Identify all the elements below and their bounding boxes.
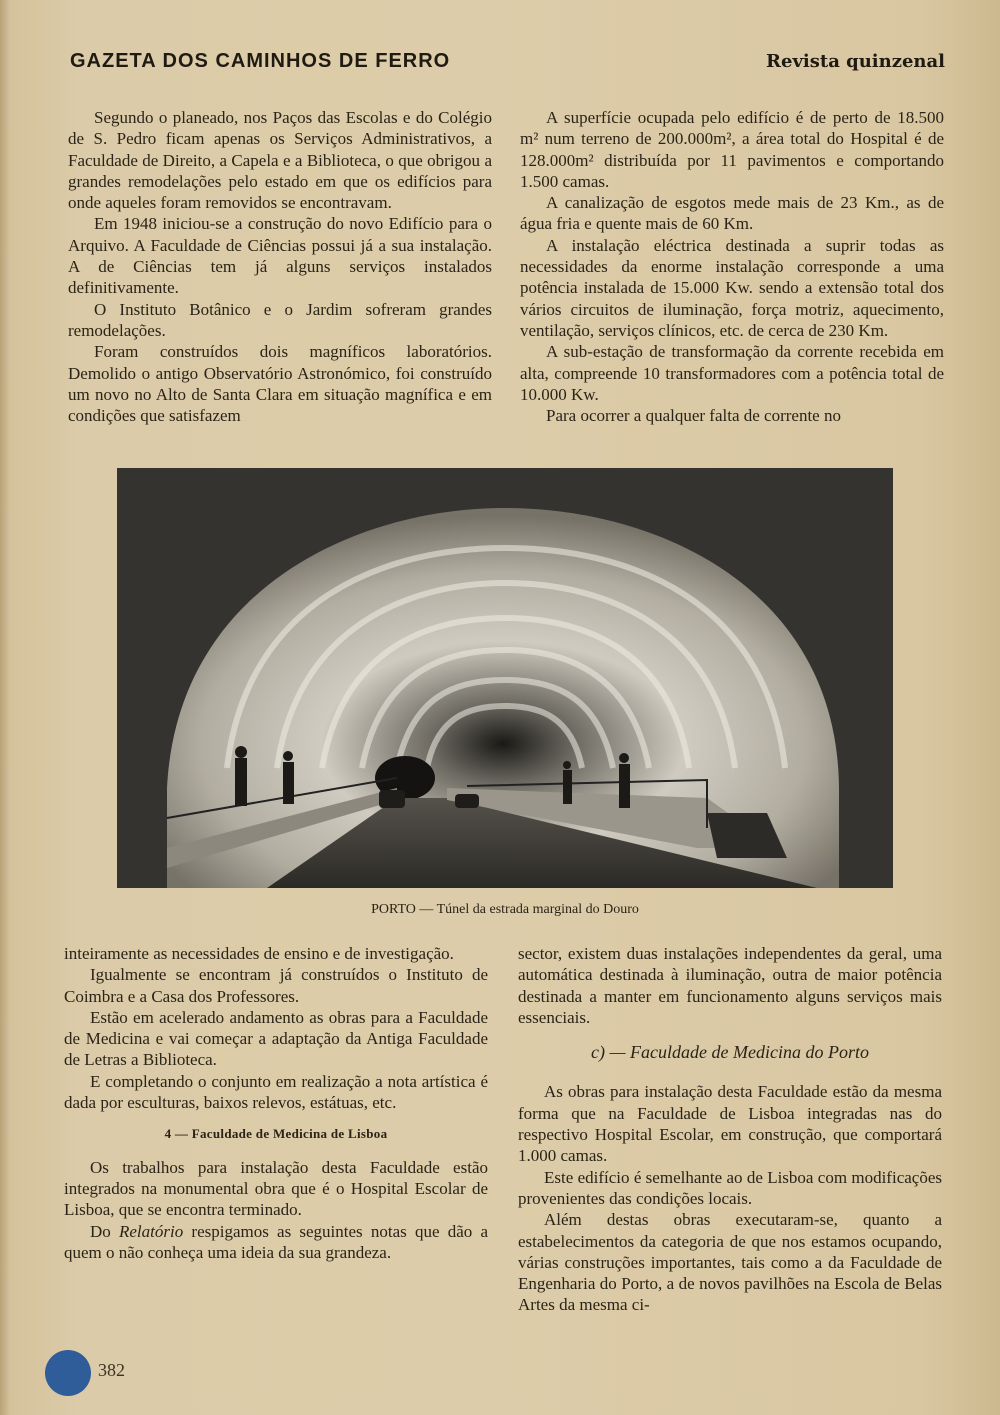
paragraph: Estão em acelerado andamento as obras para a Faculdade de Medicina e vai começar a adaptação da Antiga Faculdade de Letras a Biblioteca. — [64, 1007, 488, 1070]
paragraph: A canalização de esgotos mede mais de 23 Km., as de água fria e quente mais de 60 Km. — [520, 193, 944, 234]
photo-caption: PORTO — Túnel da estrada marginal do Douro — [371, 902, 639, 917]
paragraph — [64, 1221, 488, 1264]
paragraph: Além destas obras executaram-se, quanto a estabelecimentos da categoria de que nos estamos ocupando, várias construções importantes, tais como a da Faculdade de Engenharia do Porto, a de novos pavilhões na Escola de Belas Artes da mesma ci- — [518, 1210, 942, 1315]
column-right-bottom — [518, 943, 942, 1316]
column-left-bottom — [64, 943, 488, 1263]
paragraph: sector, existem duas instalações independentes da geral, uma automática destinada à iluminação, outra de maior potência destinada a manter em funcionamento alguns serviços mais essenciais. — [518, 944, 942, 1027]
paragraph: inteiramente as necessidades de ensino e de investigação. — [64, 944, 454, 963]
paragraph: As obras para instalação desta Faculdade estão da mesma forma que na Faculdade de Lisboa integradas nas do respectivo Hospital Escolar, em construção, que comportará 1.000 camas. — [518, 1082, 942, 1166]
section-heading: c) — Faculdade de Medicina do Porto — [591, 1042, 869, 1063]
page-edge-shadow — [0, 0, 10, 1415]
paragraph: Este edifício é semelhante ao de Lisboa com modificações provenientes das condições locais. — [518, 1167, 942, 1208]
paragraph: Para ocorrer a qualquer falta de corrente no — [546, 406, 841, 426]
text-fragment: Do — [90, 1221, 119, 1241]
column-left-top — [68, 107, 492, 426]
journal-subtitle: Revista quinzenal — [766, 50, 945, 72]
paragraph: A superfície ocupada pelo edifício é de perto de 18.500 m² num terreno de 200.000m², a área total do Hospital é de 128.000m² distribuída por 11 pavimentos e comportando 1.500 camas. — [520, 108, 944, 191]
italic-title: Relatório — [118, 1221, 184, 1241]
paragraph: E completando o conjunto em realização a nota artística é dada por esculturas, baixos relevos, estátuas, etc. — [64, 1071, 488, 1113]
section-heading: 4 — Faculdade de Medicina de Lisboa — [164, 1126, 388, 1142]
page-number: 382 — [98, 1360, 125, 1380]
text-fragment: respigamos as seguintes notas que dão a quem o não conheça uma ideia da sua grandeza. — [64, 1221, 488, 1262]
journal-title: GAZETA DOS CAMINHOS DE FERRO — [70, 49, 451, 72]
column-right-top — [520, 107, 944, 426]
paragraph: Em 1948 iniciou-se a construção do novo Edifício para o Arquivo. A Faculdade de Ciências possui já a sua instalação. A de Ciências tem já alguns serviços instalados definitivamente. — [68, 214, 492, 298]
paragraph: A sub-estação de transformação da corrente recebida em alta, compreende 10 transformadores com a potência total de 10.000 Kw. — [520, 342, 944, 404]
paragraph: O Instituto Botânico e o Jardim sofreram grandes remodelações. — [68, 299, 492, 340]
running-header — [70, 46, 945, 76]
tunnel-photograph — [117, 468, 893, 888]
page-mark-circle — [45, 1350, 91, 1396]
paragraph: Igualmente se encontram já construídos o Instituto de Coimbra e a Casa dos Professores. — [64, 965, 488, 1006]
paragraph: A instalação eléctrica destinada a suprir todas as necessidades da enorme instalação corresponde a uma potência instalada de 15.000 Kw. sendo a extensão total dos vários circuitos de iluminação, força motriz, aquecimento, ventilação, serviços clínicos, etc. de cerca de 230 Km. — [520, 235, 944, 340]
paragraph: Segundo o planeado, nos Paços das Escolas e do Colégio de S. Pedro ficam apenas os Serviços Administrativos, a Faculdade de Direito, a Capela e a Biblioteca, o que obrigou a grandes remodelações pelo estado em que os edifícios para onde aqueles foram removidos se encontravam. — [68, 108, 492, 213]
paragraph: Foram construídos dois magníficos laboratórios. Demolido o antigo Observatório Astronómico, foi construído um novo no Alto de Santa Clara em situação magnífica e em condições que satisfazem — [68, 342, 492, 426]
paragraph: Os trabalhos para instalação desta Faculdade estão integrados na monumental obra que é o Hospital Escolar de Lisboa, que se encontra terminado. — [64, 1157, 488, 1220]
